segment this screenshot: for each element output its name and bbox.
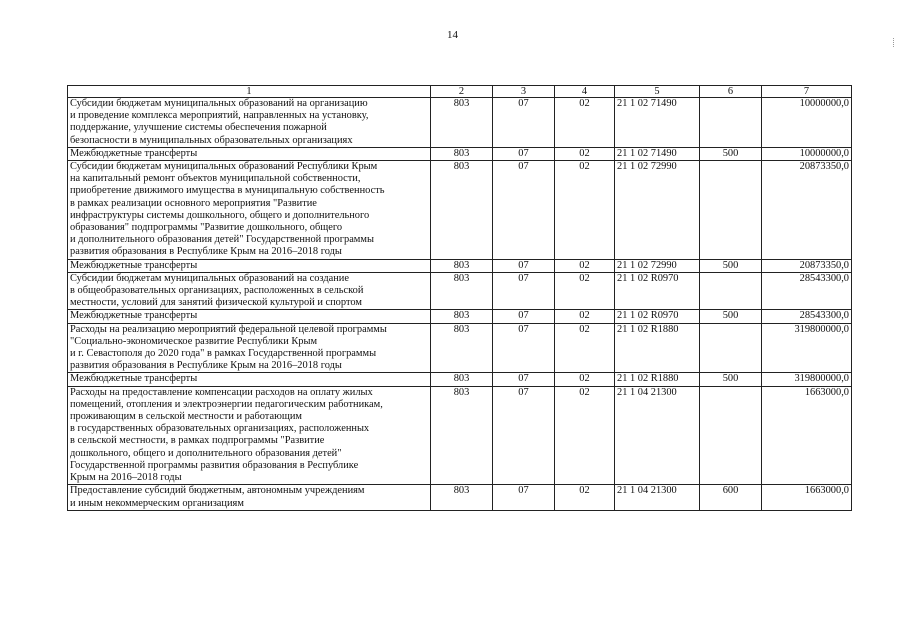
cell-section: 07 <box>493 98 555 148</box>
budget-table <box>67 85 852 511</box>
description-line: развития образования в Республике Крым на 2016–2018 годы <box>70 360 342 372</box>
description-line: инфраструктуры системы дошкольного, общего и дополнительного <box>70 209 370 221</box>
cell-expense-type: 500 <box>700 147 762 160</box>
description-line: и г. Севастополя до 2020 года" в рамках Государственной программы <box>70 348 377 360</box>
description-line: Межбюджетные трансферты <box>70 259 198 271</box>
cell-ministry-code: 803 <box>431 373 493 386</box>
table-header-row <box>68 86 852 98</box>
table-row <box>68 98 852 148</box>
row-description <box>68 259 431 272</box>
description-line: Межбюджетные трансферты <box>70 373 198 385</box>
description-line: в общеобразовательных организациях, расположенных в сельской <box>70 285 364 297</box>
cell-expense-type: 500 <box>700 373 762 386</box>
cell-target-article: 21 1 04 21300 <box>615 386 700 485</box>
cell-section: 07 <box>493 310 555 323</box>
cell-subsection: 02 <box>555 310 615 323</box>
cell-amount: 10000000,0 <box>762 98 852 148</box>
description-line: приобретение движимого имущества в муниципальную собственность <box>70 185 385 197</box>
cell-section: 07 <box>493 259 555 272</box>
cell-subsection: 02 <box>555 147 615 160</box>
table-row <box>68 485 852 510</box>
cell-ministry-code: 803 <box>431 386 493 485</box>
description-line: Расходы на реализацию мероприятий федеральной целевой программы <box>70 323 387 335</box>
cell-target-article: 21 1 02 R0970 <box>615 272 700 310</box>
description-line: Крым на 2016–2018 годы <box>70 472 182 484</box>
cell-target-article: 21 1 02 72990 <box>615 259 700 272</box>
cell-ministry-code: 803 <box>431 259 493 272</box>
description-line: образования" подпрограммы "Развитие дошкольного, общего <box>70 222 343 234</box>
description-line: Государственной программы развития образования в Республике <box>70 459 359 471</box>
cell-amount: 1663000,0 <box>762 485 852 510</box>
row-description <box>68 485 431 510</box>
row-description <box>68 323 431 373</box>
description-line: безопасности в муниципальных образовательных организациях <box>70 134 353 146</box>
cell-target-article: 21 1 02 72990 <box>615 161 700 260</box>
cell-ministry-code: 803 <box>431 485 493 510</box>
description-line: Предоставление субсидий бюджетным, автономным учреждениям <box>70 485 365 497</box>
cell-expense-type: 500 <box>700 259 762 272</box>
description-line: Субсидии бюджетам муниципальных образований на создание <box>70 272 349 284</box>
table-row <box>68 259 852 272</box>
description-line: Субсидии бюджетам муниципальных образований на организацию <box>70 98 368 109</box>
cell-target-article: 21 1 02 71490 <box>615 98 700 148</box>
cell-expense-type <box>700 272 762 310</box>
description-line: поддержание, улучшение системы обеспечения пожарной <box>70 122 327 134</box>
cell-section: 07 <box>493 272 555 310</box>
cell-ministry-code: 803 <box>431 98 493 148</box>
header-col-4: 4 <box>555 86 615 98</box>
cell-expense-type <box>700 386 762 485</box>
row-description <box>68 310 431 323</box>
scan-edge-mark <box>893 38 895 47</box>
description-line: в сельской местности, в рамках подпрограммы "Развитие <box>70 435 325 447</box>
table-row <box>68 323 852 373</box>
header-col-2: 2 <box>431 86 493 98</box>
header-col-5: 5 <box>615 86 700 98</box>
description-line: развития образования в Республике Крым на 2016–2018 годы <box>70 246 342 258</box>
cell-ministry-code: 803 <box>431 272 493 310</box>
header-col-6: 6 <box>700 86 762 98</box>
cell-amount: 1663000,0 <box>762 386 852 485</box>
cell-expense-type: 500 <box>700 310 762 323</box>
cell-section: 07 <box>493 373 555 386</box>
row-description <box>68 161 431 260</box>
description-line: в государственных образовательных организациях, расположенных <box>70 423 370 435</box>
description-line: в рамках реализации основного мероприятия "Развитие <box>70 197 317 209</box>
header-col-7: 7 <box>762 86 852 98</box>
description-line: местности, условий для занятий физической культурой и спортом <box>70 297 362 309</box>
cell-section: 07 <box>493 323 555 373</box>
cell-amount: 20873350,0 <box>762 161 852 260</box>
cell-subsection: 02 <box>555 272 615 310</box>
table-row <box>68 161 852 260</box>
cell-section: 07 <box>493 161 555 260</box>
description-line: и иным некоммерческим организациям <box>70 497 244 509</box>
description-line: Межбюджетные трансферты <box>70 147 198 159</box>
description-line: дошкольного, общего и дополнительного образования детей" <box>70 447 342 459</box>
cell-subsection: 02 <box>555 98 615 148</box>
cell-ministry-code: 803 <box>431 161 493 260</box>
description-line: "Социально-экономическое развитие Республики Крым <box>70 335 318 347</box>
cell-amount: 28543300,0 <box>762 272 852 310</box>
description-line: Межбюджетные трансферты <box>70 310 198 322</box>
page-number: 14 <box>447 29 458 41</box>
cell-subsection: 02 <box>555 259 615 272</box>
description-line: и дополнительного образования детей" Государственной программы <box>70 234 374 246</box>
cell-section: 07 <box>493 386 555 485</box>
cell-section: 07 <box>493 485 555 510</box>
cell-subsection: 02 <box>555 386 615 485</box>
cell-ministry-code: 803 <box>431 310 493 323</box>
row-description <box>68 373 431 386</box>
cell-amount: 28543300,0 <box>762 310 852 323</box>
cell-target-article: 21 1 02 R0970 <box>615 310 700 323</box>
cell-amount: 20873350,0 <box>762 259 852 272</box>
cell-target-article: 21 1 04 21300 <box>615 485 700 510</box>
description-line: и проведение комплекса мероприятий, направленных на установку, <box>70 110 369 122</box>
cell-subsection: 02 <box>555 485 615 510</box>
cell-subsection: 02 <box>555 161 615 260</box>
cell-expense-type <box>700 161 762 260</box>
cell-amount: 10000000,0 <box>762 147 852 160</box>
cell-expense-type: 600 <box>700 485 762 510</box>
row-description <box>68 386 431 485</box>
row-description <box>68 147 431 160</box>
header-col-3: 3 <box>493 86 555 98</box>
cell-target-article: 21 1 02 R1880 <box>615 373 700 386</box>
description-line: Расходы на предоставление компенсации расходов на оплату жилых <box>70 386 373 398</box>
table-row <box>68 373 852 386</box>
cell-target-article: 21 1 02 R1880 <box>615 323 700 373</box>
cell-amount: 319800000,0 <box>762 323 852 373</box>
row-description <box>68 98 431 148</box>
row-description <box>68 272 431 310</box>
table-row <box>68 310 852 323</box>
table-row <box>68 386 852 485</box>
cell-expense-type <box>700 323 762 373</box>
cell-ministry-code: 803 <box>431 147 493 160</box>
cell-section: 07 <box>493 147 555 160</box>
table-row <box>68 147 852 160</box>
cell-subsection: 02 <box>555 323 615 373</box>
table-body <box>68 86 852 511</box>
description-line: проживающим в сельской местности и работающим <box>70 411 302 423</box>
cell-amount: 319800000,0 <box>762 373 852 386</box>
cell-subsection: 02 <box>555 373 615 386</box>
description-line: помещений, отопления и электроэнергии педагогическим работникам, <box>70 398 383 410</box>
header-col-1: 1 <box>68 86 431 98</box>
description-line: Субсидии бюджетам муниципальных образований Республики Крым <box>70 161 378 173</box>
cell-ministry-code: 803 <box>431 323 493 373</box>
description-line: на капитальный ремонт объектов муниципальной собственности, <box>70 173 361 185</box>
cell-target-article: 21 1 02 71490 <box>615 147 700 160</box>
table-row <box>68 272 852 310</box>
cell-expense-type <box>700 98 762 148</box>
